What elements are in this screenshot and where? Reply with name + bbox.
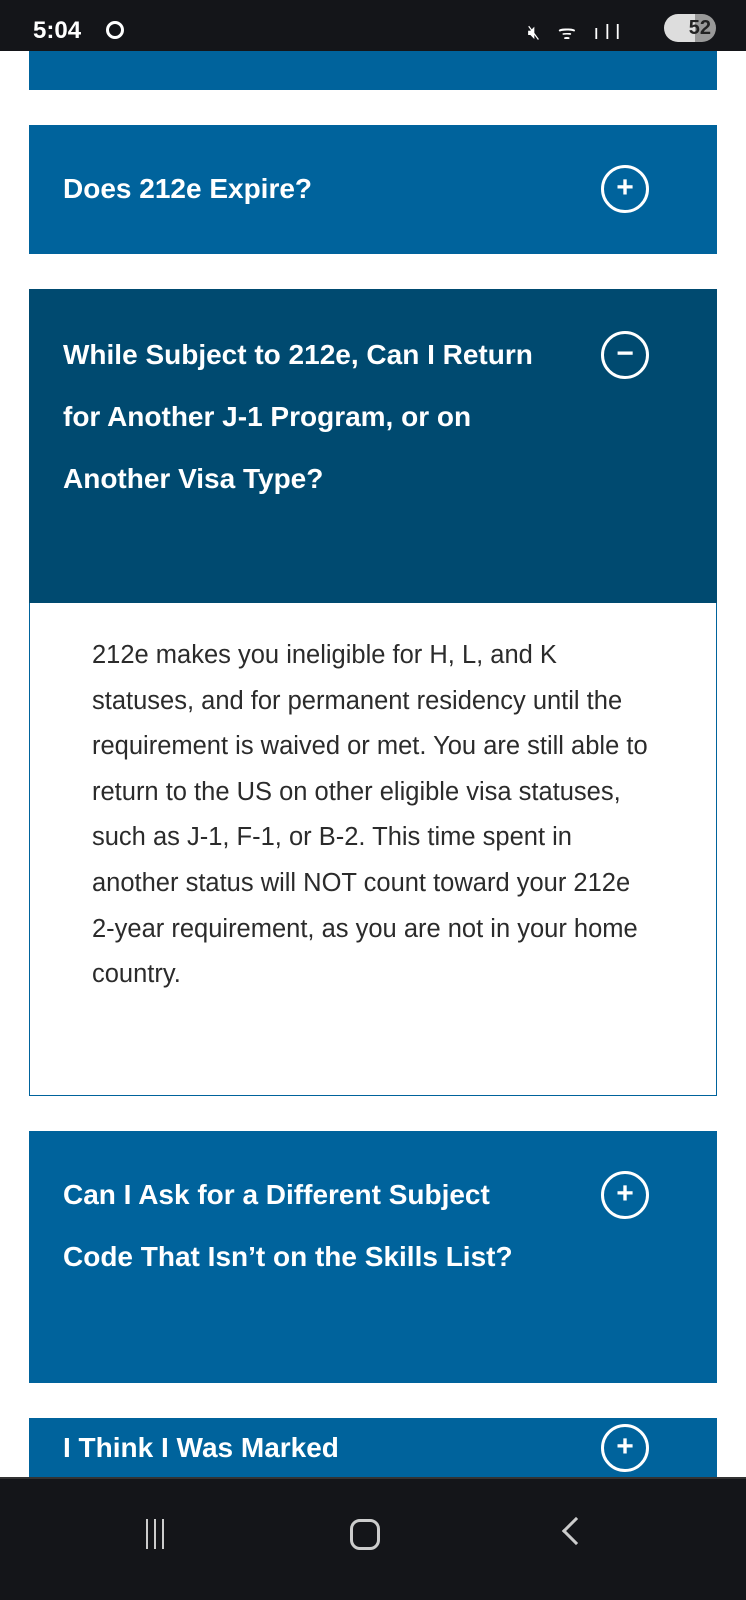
chrome-icon	[106, 21, 124, 39]
faq-question: I Think I Was Marked	[63, 1432, 339, 1463]
plus-circle-icon[interactable]: +	[601, 1171, 649, 1219]
faq-answer-panel	[29, 603, 717, 1096]
status-bar	[0, 0, 746, 51]
faq-question: While Subject to 212e, Can I Return for Another J-1 Program, or on Another Visa Type?	[63, 339, 533, 494]
navigation-bar	[0, 1477, 746, 1600]
plus-circle-icon[interactable]: +	[601, 165, 649, 213]
faq-item[interactable]	[29, 1131, 717, 1383]
back-button[interactable]	[562, 1517, 590, 1545]
recent-apps-button[interactable]	[146, 1519, 164, 1549]
faq-item-expanded[interactable]	[29, 289, 717, 603]
clock: 5:04	[33, 17, 82, 44]
faq-item[interactable]	[29, 125, 717, 254]
mute-wifi-signal-icons: 🔇︎ ᯤ ıll	[527, 22, 626, 44]
faq-question: Can I Ask for a Different Subject Code That Isn’t on the Skills List?	[63, 1179, 513, 1272]
faq-question: Does 212e Expire?	[63, 173, 313, 204]
faq-item-previous[interactable]	[29, 51, 717, 90]
plus-circle-icon[interactable]: +	[601, 1424, 649, 1472]
battery-indicator: 52	[664, 14, 716, 42]
faq-answer: 212e makes you ineligible for H, L, and K statuses, and for permanent residency until the requirement is waived or met. You are still able to return to the US on other eligible visa statuses, such as J-1, F-1, or B-2. This time spent in another status will NOT count toward your 212e 2-year requirement, as you are not in your home country.	[92, 641, 648, 989]
minus-circle-icon[interactable]: −	[601, 331, 649, 379]
home-button[interactable]	[350, 1519, 380, 1550]
